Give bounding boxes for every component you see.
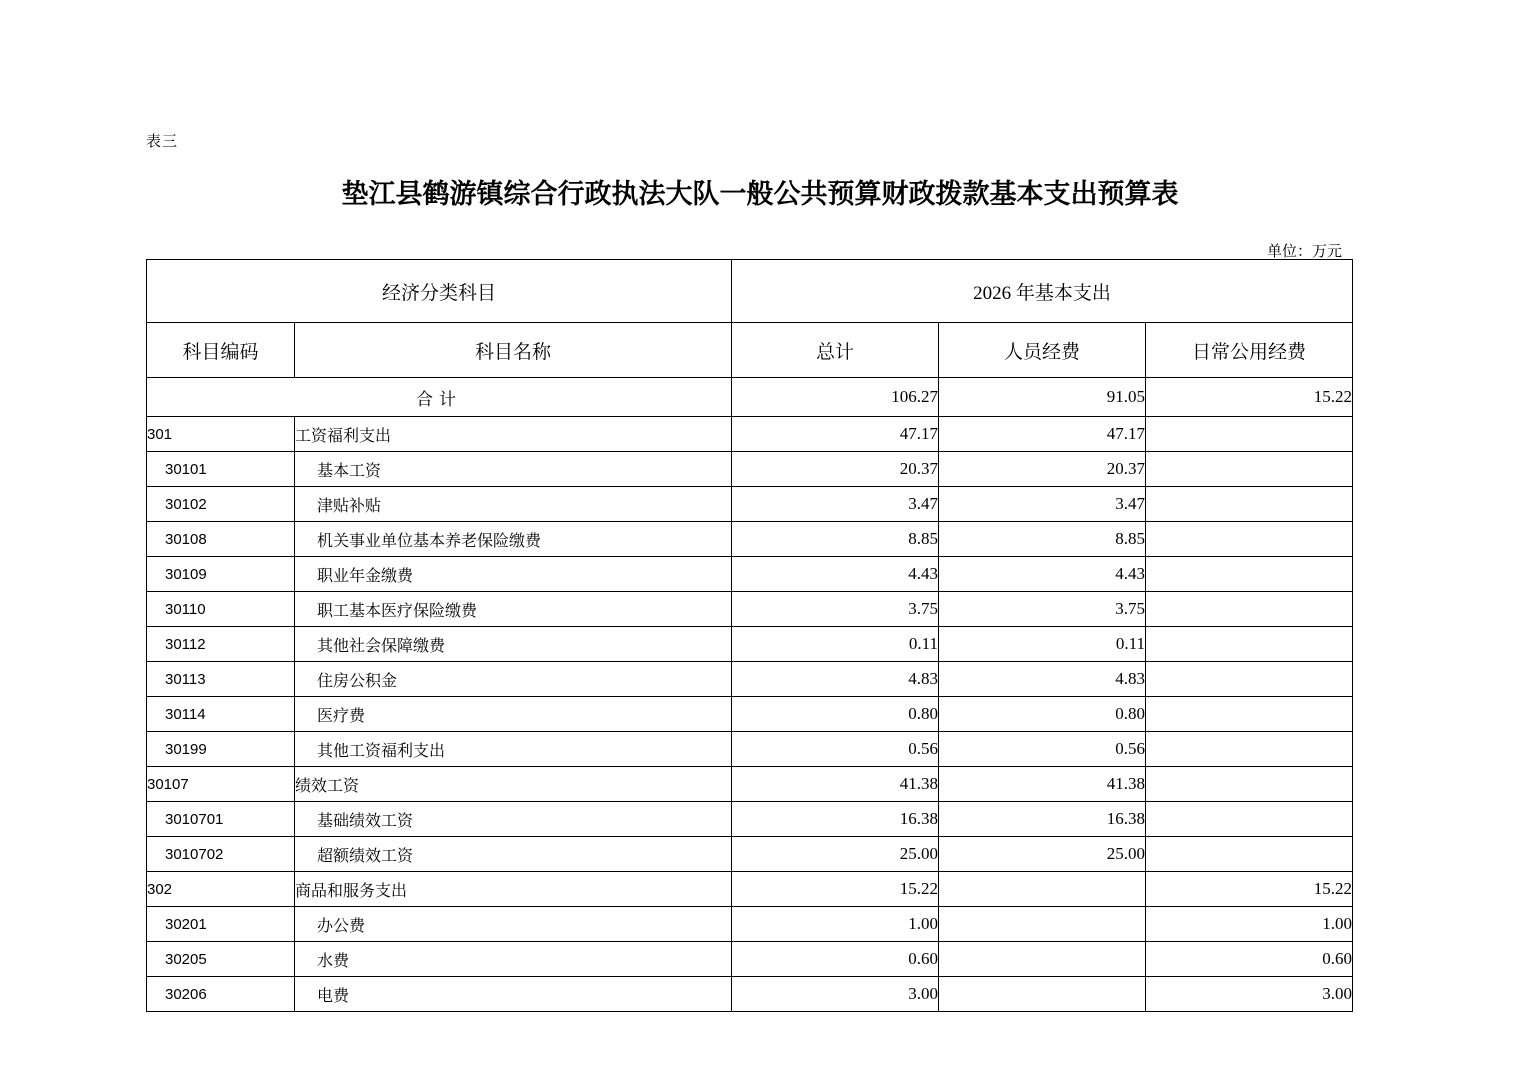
row-name: 商品和服务支出 [295,872,732,907]
table-row [147,487,1353,522]
row-name: 其他工资福利支出 [295,732,732,767]
row-total: 15.22 [732,872,939,907]
table-row [147,662,1353,697]
row-total: 8.85 [732,522,939,557]
row-public [1146,732,1353,767]
row-total: 16.38 [732,802,939,837]
table-row [147,627,1353,662]
row-total: 47.17 [732,417,939,452]
table-label: 表三 [146,133,179,150]
row-code: 30201 [147,907,295,942]
row-public [1146,662,1353,697]
row-total: 0.80 [732,697,939,732]
row-personnel [939,942,1146,977]
row-personnel [939,977,1146,1012]
row-public [1146,592,1353,627]
row-name: 医疗费 [295,697,732,732]
column-header-total: 总计 [732,323,939,378]
row-code: 30108 [147,522,295,557]
header-group-right: 2026 年基本支出 [732,260,1353,323]
row-name: 机关事业单位基本养老保险缴费 [295,522,732,557]
row-public [1146,767,1353,802]
column-header-name: 科目名称 [295,323,732,378]
unit-note: 单位：万元 [1266,243,1342,260]
row-public: 0.60 [1146,942,1353,977]
row-code: 30114 [147,697,295,732]
total-row-public: 15.22 [1146,378,1353,417]
table-row [147,452,1353,487]
row-public [1146,487,1353,522]
table-row [147,837,1353,872]
column-header-code: 科目编码 [147,323,295,378]
row-public [1146,627,1353,662]
row-personnel [939,907,1146,942]
row-total: 3.00 [732,977,939,1012]
row-code: 301 [147,417,295,452]
row-code: 30199 [147,732,295,767]
row-name: 职工基本医疗保险缴费 [295,592,732,627]
row-name: 水费 [295,942,732,977]
table-row [147,522,1353,557]
row-name: 工资福利支出 [295,417,732,452]
header-group-left: 经济分类科目 [147,260,732,323]
row-total: 20.37 [732,452,939,487]
row-public [1146,802,1353,837]
row-personnel: 3.75 [939,592,1146,627]
row-name: 电费 [295,977,732,1012]
row-name: 超额绩效工资 [295,837,732,872]
budget-table [146,259,1353,1012]
table-row [147,697,1353,732]
row-public: 3.00 [1146,977,1353,1012]
row-public: 15.22 [1146,872,1353,907]
row-code: 302 [147,872,295,907]
table-row [147,942,1353,977]
row-name: 绩效工资 [295,767,732,802]
table-row [147,872,1353,907]
row-total: 4.83 [732,662,939,697]
row-personnel: 41.38 [939,767,1146,802]
row-code: 30205 [147,942,295,977]
row-name: 住房公积金 [295,662,732,697]
row-code: 30107 [147,767,295,802]
table-row [147,767,1353,802]
row-name: 其他社会保障缴费 [295,627,732,662]
row-total: 1.00 [732,907,939,942]
column-header-public: 日常公用经费 [1146,323,1353,378]
row-public [1146,697,1353,732]
row-code: 3010701 [147,802,295,837]
table-header-row [147,323,1353,378]
row-code: 3010702 [147,837,295,872]
table-row [147,417,1353,452]
row-total: 3.75 [732,592,939,627]
total-row-total: 106.27 [732,378,939,417]
row-code: 30206 [147,977,295,1012]
row-personnel: 0.11 [939,627,1146,662]
total-row-personnel: 91.05 [939,378,1146,417]
row-public [1146,557,1353,592]
row-total: 0.56 [732,732,939,767]
row-public [1146,452,1353,487]
table-row [147,557,1353,592]
table-row [147,977,1353,1012]
table-total-row [147,378,1353,417]
row-total: 41.38 [732,767,939,802]
row-name: 基础绩效工资 [295,802,732,837]
row-personnel: 16.38 [939,802,1146,837]
row-total: 0.11 [732,627,939,662]
row-personnel: 0.80 [939,697,1146,732]
table-row [147,802,1353,837]
table-row [147,592,1353,627]
row-total: 25.00 [732,837,939,872]
row-personnel: 47.17 [939,417,1146,452]
row-personnel: 4.83 [939,662,1146,697]
row-personnel: 25.00 [939,837,1146,872]
row-code: 30112 [147,627,295,662]
table-row [147,732,1353,767]
row-name: 办公费 [295,907,732,942]
row-personnel: 4.43 [939,557,1146,592]
row-total: 4.43 [732,557,939,592]
row-public: 1.00 [1146,907,1353,942]
row-personnel [939,872,1146,907]
row-code: 30102 [147,487,295,522]
row-personnel: 20.37 [939,452,1146,487]
row-public [1146,417,1353,452]
row-name: 津贴补贴 [295,487,732,522]
row-code: 30110 [147,592,295,627]
row-total: 0.60 [732,942,939,977]
total-row-label: 合计 [147,378,732,417]
row-code: 30101 [147,452,295,487]
page-title: 垫江县鹤游镇综合行政执法大队一般公共预算财政拨款基本支出预算表 [341,179,1179,209]
row-public [1146,837,1353,872]
row-public [1146,522,1353,557]
table-row [147,907,1353,942]
row-name: 基本工资 [295,452,732,487]
row-personnel: 8.85 [939,522,1146,557]
row-personnel: 3.47 [939,487,1146,522]
row-total: 3.47 [732,487,939,522]
row-name: 职业年金缴费 [295,557,732,592]
row-personnel: 0.56 [939,732,1146,767]
column-header-personnel: 人员经费 [939,323,1146,378]
table-header-group-row [147,260,1353,323]
row-code: 30109 [147,557,295,592]
row-code: 30113 [147,662,295,697]
